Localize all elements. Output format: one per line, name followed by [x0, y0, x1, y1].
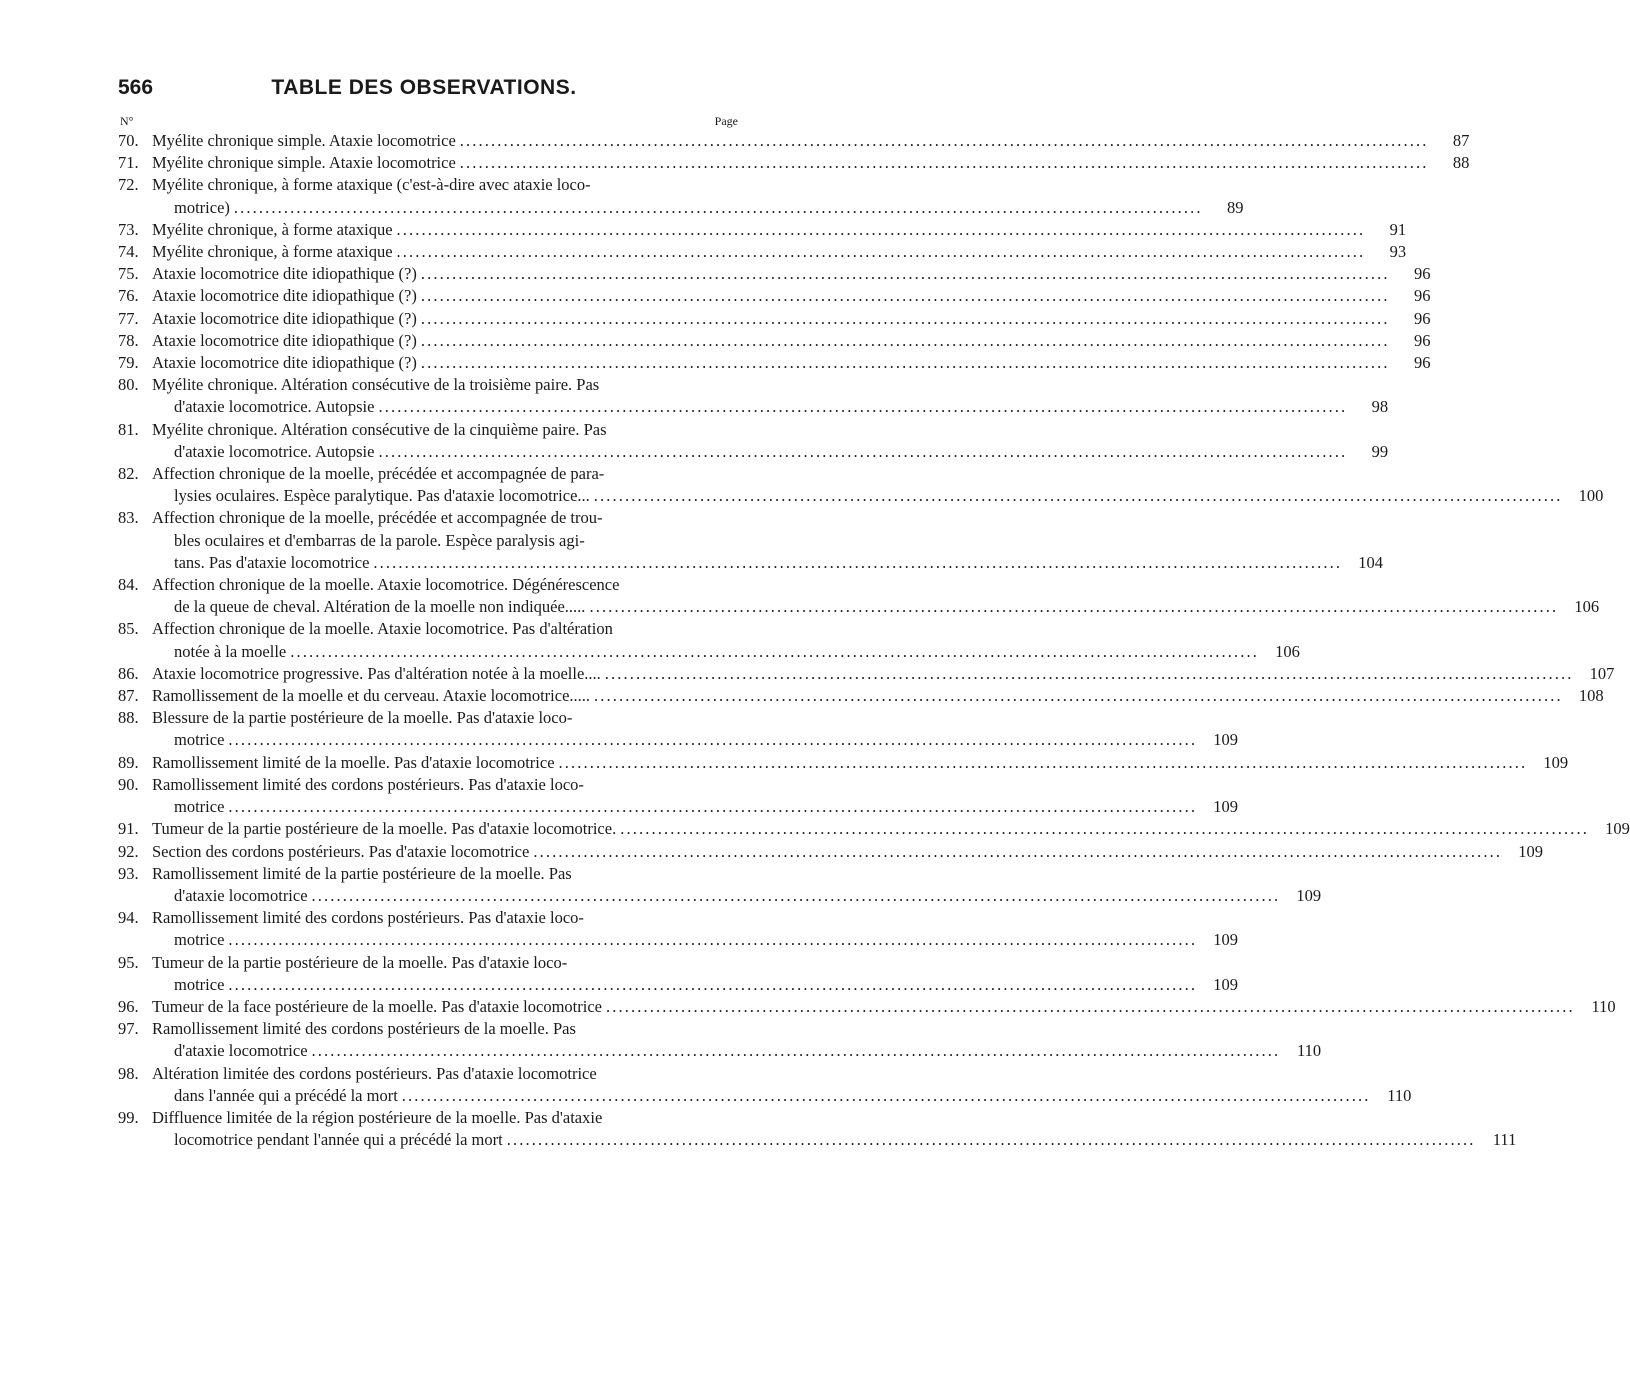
- observation-number: 99.: [118, 1107, 139, 1127]
- observation-line: [152, 463, 1603, 485]
- observation-page: 108: [1578, 686, 1604, 706]
- observation-entry: [118, 241, 1407, 263]
- dot-leader: [228, 729, 1194, 751]
- observation-text: Ataxie locomotrice progressive. Pas d'altération notée à la moelle....: [152, 663, 601, 683]
- observation-number: 71.: [118, 153, 139, 173]
- dot-leader: [421, 330, 1387, 352]
- observation-entry: [118, 907, 1239, 951]
- observation-line: [152, 641, 1300, 663]
- observation-text: Affection chronique de la moelle, précédée et accompagnée de para-: [152, 464, 605, 484]
- observation-number: 78.: [118, 330, 139, 350]
- observation-entry: [118, 285, 1431, 307]
- observation-text: Ramollissement de la moelle et du cerveau. Ataxie locomotrice.....: [152, 686, 591, 706]
- observation-page: 96: [1413, 308, 1431, 328]
- observation-line: [152, 308, 1430, 330]
- observation-text: Ataxie locomotrice dite idiopathique (?): [152, 286, 417, 306]
- observation-line: [152, 952, 1238, 974]
- observation-line: [152, 974, 1238, 996]
- observation-page: 87: [1452, 131, 1470, 150]
- observation-entry: [118, 952, 1239, 996]
- dot-leader: [378, 396, 1344, 418]
- observation-line: [152, 174, 1244, 196]
- dot-leader: [606, 996, 1572, 1018]
- observation-body: [152, 663, 1614, 685]
- observation-body: [152, 618, 1300, 662]
- observation-body: [152, 507, 1383, 574]
- observation-line: [152, 530, 1383, 552]
- observation-number: 97.: [118, 1019, 139, 1039]
- observation-text: de la queue de cheval. Altération de la moelle non indiquée.....: [174, 597, 586, 617]
- observation-page: 109: [1543, 752, 1569, 772]
- observation-line: [152, 596, 1599, 618]
- observation-entry: [118, 685, 1604, 707]
- observation-number: 77.: [118, 308, 139, 328]
- observation-entry: [118, 818, 1630, 840]
- observation-line: [152, 419, 1388, 441]
- observation-text: Affection chronique de la moelle. Ataxie locomotrice. Pas d'altération: [152, 619, 613, 639]
- observation-line: [152, 1107, 1516, 1129]
- observation-number: 82.: [118, 464, 139, 484]
- observation-page: 93: [1389, 242, 1407, 262]
- number-column-label: N°: [120, 114, 134, 128]
- observation-line: [152, 818, 1630, 840]
- dot-leader: [605, 663, 1571, 685]
- observation-text: Ataxie locomotrice dite idiopathique (?): [152, 353, 417, 373]
- observation-page: 109: [1605, 819, 1630, 839]
- dot-leader: [421, 352, 1387, 374]
- observation-line: [152, 774, 1238, 796]
- observation-line: [152, 885, 1321, 907]
- observation-text: Ataxie locomotrice dite idiopathique (?): [152, 308, 417, 328]
- observation-text: Myélite chronique, à forme ataxique: [152, 242, 393, 262]
- observation-line: [152, 197, 1244, 219]
- observation-entry: [118, 863, 1322, 907]
- observation-page: 111: [1492, 1130, 1517, 1150]
- dot-leader: [373, 552, 1339, 574]
- observation-page: 107: [1589, 663, 1615, 683]
- observation-body: [152, 152, 1469, 174]
- observation-line: [152, 863, 1321, 885]
- observation-body: [152, 419, 1388, 463]
- observation-line: [152, 907, 1238, 929]
- observation-line: [152, 152, 1469, 174]
- observation-body: [152, 263, 1430, 285]
- observation-body: [152, 241, 1406, 263]
- observation-page: 110: [1297, 1041, 1322, 1061]
- observation-entry: [118, 330, 1431, 352]
- dot-leader: [228, 929, 1194, 951]
- observation-page: 106: [1275, 641, 1300, 661]
- observation-line: [152, 1018, 1321, 1040]
- dot-leader: [589, 596, 1555, 618]
- observation-text: Ataxie locomotrice dite idiopathique (?): [152, 330, 417, 350]
- observation-body: [152, 285, 1430, 307]
- observation-line: [152, 929, 1238, 951]
- observation-text: motrice: [174, 730, 225, 750]
- observation-number: 76.: [118, 286, 139, 306]
- observation-entry: [118, 219, 1407, 241]
- observation-entry: [118, 1107, 1517, 1151]
- observation-line: [152, 1040, 1321, 1062]
- observation-body: [152, 685, 1604, 707]
- observation-body: [152, 308, 1430, 330]
- dot-leader: [594, 485, 1560, 507]
- observation-body: [152, 907, 1238, 951]
- observation-body: [152, 130, 1469, 152]
- observation-entry: [118, 752, 1569, 774]
- observation-number: 93.: [118, 863, 139, 883]
- observation-body: [152, 463, 1603, 507]
- observation-line: [152, 352, 1430, 374]
- observation-text: bles oculaires et d'embarras de la parole. Espèce paralysis agi-: [174, 530, 585, 550]
- observation-text: Ramollissement limité de la partie postérieure de la moelle. Pas: [152, 863, 572, 883]
- observation-number: 75.: [118, 264, 139, 284]
- observation-line: [152, 685, 1604, 707]
- dot-leader: [421, 263, 1387, 285]
- dot-leader: [421, 285, 1387, 307]
- dot-leader: [228, 974, 1194, 996]
- observations-list: [118, 130, 1630, 1151]
- observation-page: 88: [1452, 153, 1470, 173]
- observation-line: [152, 1085, 1411, 1107]
- observation-entry: [118, 1018, 1322, 1062]
- observation-text: Affection chronique de la moelle, précédée et accompagnée de trou-: [152, 508, 603, 528]
- observation-entry: [118, 263, 1431, 285]
- observation-text: Ramollissement limité de la moelle. Pas d'ataxie locomotrice: [152, 752, 555, 772]
- observation-body: [152, 996, 1616, 1018]
- observation-text: Tumeur de la face postérieure de la moelle. Pas d'ataxie locomotrice: [152, 996, 602, 1016]
- observation-page: 109: [1213, 974, 1239, 994]
- observation-number: 81.: [118, 419, 139, 439]
- observation-page: 109: [1213, 930, 1239, 950]
- observation-number: 73.: [118, 219, 139, 239]
- observation-text: motrice: [174, 797, 225, 817]
- observation-number: 79.: [118, 353, 139, 373]
- dot-leader: [290, 641, 1256, 663]
- observation-body: [152, 841, 1543, 863]
- dot-leader: [594, 685, 1560, 707]
- dot-leader: [559, 752, 1525, 774]
- observation-number: 92.: [118, 841, 139, 861]
- observation-text: Ataxie locomotrice dite idiopathique (?): [152, 264, 417, 284]
- observation-entry: [118, 308, 1431, 330]
- observation-entry: [118, 841, 1543, 863]
- dot-leader: [397, 241, 1363, 263]
- observation-entry: [118, 374, 1389, 418]
- observation-entry: [118, 419, 1389, 463]
- observation-text: d'ataxie locomotrice. Autopsie: [174, 441, 375, 461]
- observation-body: [152, 1107, 1516, 1151]
- observation-body: [152, 219, 1406, 241]
- observation-line: [152, 1063, 1411, 1085]
- observation-line: [152, 396, 1388, 418]
- dot-leader: [402, 1085, 1368, 1107]
- observation-line: [152, 729, 1238, 751]
- observation-entry: [118, 663, 1615, 685]
- observation-page: 100: [1578, 486, 1604, 506]
- observation-number: 86.: [118, 663, 139, 683]
- observation-entry: [118, 774, 1239, 818]
- dot-leader: [378, 441, 1344, 463]
- dot-leader: [460, 152, 1426, 174]
- observation-line: [152, 130, 1469, 152]
- observation-text: dans l'année qui a précédé la mort: [174, 1085, 398, 1105]
- observation-number: 95.: [118, 952, 139, 972]
- observation-number: 87.: [118, 686, 139, 706]
- observation-entry: [118, 996, 1616, 1018]
- observation-text: Altération limitée des cordons postérieurs. Pas d'ataxie locomotrice: [152, 1063, 597, 1083]
- observation-line: [152, 618, 1300, 640]
- observation-number: 91.: [118, 819, 139, 839]
- observation-entry: [118, 507, 1384, 574]
- observation-line: [152, 841, 1543, 863]
- observation-body: [152, 863, 1321, 907]
- observation-line: [152, 796, 1238, 818]
- observation-line: [152, 552, 1383, 574]
- observation-number: 89.: [118, 752, 139, 772]
- observation-body: [152, 174, 1244, 218]
- observation-line: [152, 285, 1430, 307]
- observation-number: 80.: [118, 375, 139, 395]
- observation-number: 98.: [118, 1063, 139, 1083]
- observation-text: Section des cordons postérieurs. Pas d'ataxie locomotrice: [152, 841, 530, 861]
- observation-line: [152, 330, 1430, 352]
- observation-text: Ramollissement limité des cordons postérieurs. Pas d'ataxie loco-: [152, 908, 584, 928]
- observation-line: [152, 241, 1406, 263]
- observation-entry: [118, 352, 1431, 374]
- observation-page: 91: [1389, 219, 1407, 239]
- observation-text: Myélite chronique. Altération consécutive de la troisième paire. Pas: [152, 375, 600, 395]
- observation-line: [152, 996, 1616, 1018]
- observation-text: locomotrice pendant l'année qui a précédé la mort: [174, 1130, 503, 1150]
- observation-page: 109: [1213, 797, 1239, 817]
- dot-leader: [397, 219, 1363, 241]
- observation-text: Myélite chronique, à forme ataxique: [152, 219, 393, 239]
- dot-leader: [533, 841, 1499, 863]
- observation-text: Tumeur de la partie postérieure de la moelle. Pas d'ataxie locomotrice.: [152, 819, 617, 839]
- observation-page: 104: [1358, 552, 1384, 572]
- observation-text: Myélite chronique. Altération consécutive de la cinquième paire. Pas: [152, 419, 607, 439]
- observation-body: [152, 1063, 1411, 1107]
- observation-number: 90.: [118, 774, 139, 794]
- observation-page: 110: [1591, 996, 1616, 1016]
- observation-text: Myélite chronique simple. Ataxie locomotrice: [152, 153, 456, 173]
- observation-text: lysies oculaires. Espèce paralytique. Pas d'ataxie locomotrice...: [174, 486, 590, 506]
- observation-text: Diffluence limitée de la région postérieure de la moelle. Pas d'ataxie: [152, 1107, 603, 1127]
- observation-entry: [118, 130, 1470, 152]
- observation-line: [152, 574, 1599, 596]
- observation-number: 88.: [118, 708, 139, 728]
- observation-line: [152, 374, 1388, 396]
- observation-number: 85.: [118, 619, 139, 639]
- page-column-label: Page: [714, 114, 738, 128]
- observation-number: 96.: [118, 996, 139, 1016]
- observation-entry: [118, 707, 1239, 751]
- dot-leader: [507, 1129, 1473, 1151]
- observation-page: 106: [1574, 597, 1600, 617]
- observation-body: [152, 374, 1388, 418]
- observation-line: [152, 219, 1406, 241]
- observation-page: 96: [1413, 264, 1431, 284]
- observation-body: [152, 707, 1238, 751]
- observation-text: notée à la moelle: [174, 641, 287, 661]
- observation-page: 96: [1413, 330, 1431, 350]
- observation-number: 84.: [118, 575, 139, 595]
- page-title: TABLE DES OBSERVATIONS.: [271, 76, 577, 99]
- observation-page: 110: [1387, 1085, 1412, 1105]
- observation-body: [152, 818, 1630, 840]
- observation-text: Affection chronique de la moelle. Ataxie locomotrice. Dégénérescence: [152, 575, 620, 595]
- observation-number: 70.: [118, 131, 139, 150]
- observation-number: 74.: [118, 242, 139, 262]
- observation-text: Myélite chronique simple. Ataxie locomotrice: [152, 131, 456, 150]
- observation-number: 94.: [118, 908, 139, 928]
- observation-page: 98: [1371, 397, 1389, 417]
- observation-text: Myélite chronique, à forme ataxique (c'est-à-dire avec ataxie loco-: [152, 175, 591, 195]
- observation-text: d'ataxie locomotrice. Autopsie: [174, 397, 375, 417]
- observation-entry: [118, 1063, 1412, 1107]
- observation-text: motrice: [174, 974, 225, 994]
- observation-page: 89: [1227, 197, 1244, 217]
- observation-body: [152, 574, 1599, 618]
- observation-body: [152, 1018, 1321, 1062]
- observation-entry: [118, 174, 1244, 218]
- observation-entry: [118, 618, 1300, 662]
- observation-body: [152, 330, 1430, 352]
- page-header: [118, 76, 730, 106]
- observation-page: 99: [1371, 441, 1389, 461]
- observation-text: tans. Pas d'ataxie locomotrice: [174, 552, 370, 572]
- observation-body: [152, 752, 1568, 774]
- observation-line: [152, 752, 1568, 774]
- observation-page: 109: [1213, 730, 1239, 750]
- observation-text: Ramollissement limité des cordons postérieurs de la moelle. Pas: [152, 1019, 576, 1039]
- observation-number: 72.: [118, 175, 139, 195]
- observation-line: [152, 707, 1238, 729]
- observation-page: 109: [1518, 841, 1543, 861]
- observation-entry: [118, 463, 1604, 507]
- observation-line: [152, 663, 1614, 685]
- observation-body: [152, 352, 1430, 374]
- observation-text: Blessure de la partie postérieure de la moelle. Pas d'ataxie loco-: [152, 708, 573, 728]
- observation-text: motrice): [174, 197, 230, 217]
- observation-line: [152, 485, 1603, 507]
- observation-line: [152, 507, 1383, 529]
- observation-text: Tumeur de la partie postérieure de la moelle. Pas d'ataxie loco-: [152, 952, 568, 972]
- observation-text: d'ataxie locomotrice: [174, 885, 308, 905]
- observation-text: Ramollissement limité des cordons postérieurs. Pas d'ataxie loco-: [152, 774, 584, 794]
- observation-entry: [118, 152, 1470, 174]
- observation-page: 96: [1413, 353, 1431, 373]
- observation-line: [152, 263, 1430, 285]
- dot-leader: [312, 885, 1278, 907]
- observation-text: motrice: [174, 930, 225, 950]
- observation-page: 109: [1296, 885, 1322, 905]
- dot-leader: [234, 197, 1200, 219]
- dot-leader: [460, 130, 1426, 152]
- observation-line: [152, 1129, 1516, 1151]
- dot-leader: [228, 796, 1194, 818]
- observation-line: [152, 441, 1388, 463]
- observation-page: 96: [1413, 286, 1431, 306]
- observation-number: 83.: [118, 508, 139, 528]
- observation-entry: [118, 574, 1600, 618]
- observation-text: d'ataxie locomotrice: [174, 1041, 308, 1061]
- observation-body: [152, 952, 1238, 996]
- dot-leader: [620, 818, 1586, 840]
- dot-leader: [312, 1040, 1278, 1062]
- observation-body: [152, 774, 1238, 818]
- dot-leader: [421, 308, 1387, 330]
- page-number: 566: [118, 76, 154, 99]
